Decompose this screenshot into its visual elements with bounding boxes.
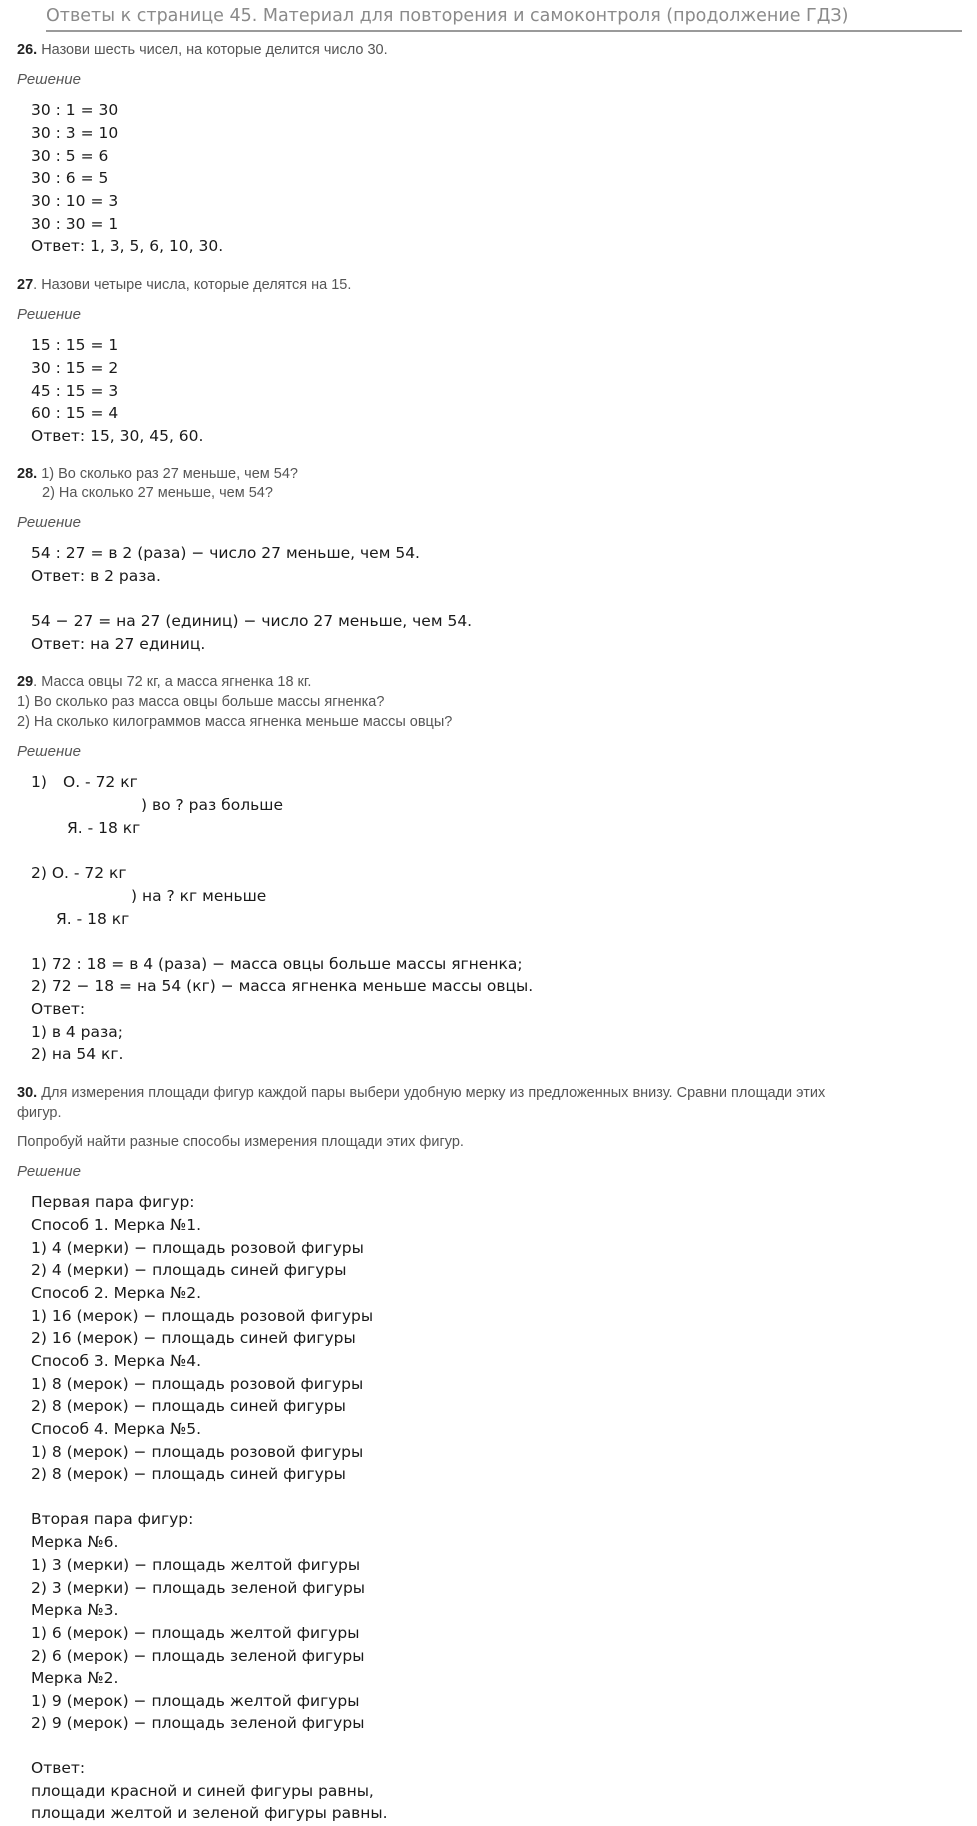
task-question [17, 466, 298, 482]
answer-line: Ответ: [31, 1000, 86, 1018]
answer-line: 1) 6 (мерок) − площадь желтой фигуры [31, 1624, 360, 1642]
answer-line: Первая пара фигур: [31, 1193, 195, 1211]
answer-line: 54 − 27 = на 27 (единиц) − число 27 меньше, чем 54. [31, 612, 473, 630]
answer-line: 1) 8 (мерок) − площадь розовой фигуры [31, 1443, 364, 1461]
answer-line: О. - 72 кг [63, 773, 138, 791]
answer-line: Ответ: на 27 единиц. [31, 635, 206, 653]
question-text: 1) Во сколько раз 27 меньше, чем 54? [41, 466, 298, 482]
answer-line: Способ 3. Мерка №4. [31, 1352, 202, 1370]
answer-line: 2) 4 (мерки) − площадь синей фигуры [31, 1261, 347, 1279]
answer-line: 1) 72 : 18 = в 4 (раза) − масса овцы больше массы ягненка; [31, 955, 523, 973]
answer-line: 30 : 3 = 10 [31, 124, 119, 142]
question-text: . Назови четыре числа, которые делятся на 15. [33, 277, 352, 293]
answer-line: 1) 9 (мерок) − площадь желтой фигуры [31, 1692, 360, 1710]
task-number: 29 [17, 674, 34, 690]
answer-line: 1) 8 (мерок) − площадь розовой фигуры [31, 1375, 364, 1393]
page-title: Ответы к странице 45. Материал для повторения и самоконтроля (продолжение ГДЗ) [46, 4, 962, 32]
answer-line: 2) 3 (мерки) − площадь зеленой фигуры [31, 1579, 366, 1597]
answer-line: 1) в 4 раза; [31, 1023, 123, 1041]
answer-line: 1) 3 (мерки) − площадь желтой фигуры [31, 1556, 361, 1574]
answer-line: Способ 4. Мерка №5. [31, 1420, 202, 1438]
answer-line: Ответ: [31, 1759, 86, 1777]
answer-line: Ответ: 1, 3, 5, 6, 10, 30. [31, 237, 224, 255]
answer-line: 2) 8 (мерок) − площадь синей фигуры [31, 1397, 346, 1415]
task-number: 30. [17, 1085, 38, 1101]
answer-line: 2) О. - 72 кг [31, 864, 127, 882]
answer-line: 45 : 15 = 3 [31, 382, 119, 400]
question-text: Попробуй найти разные способы измерения площади этих фигур. [17, 1134, 464, 1150]
answer-line: 1) 4 (мерки) − площадь розовой фигуры [31, 1239, 364, 1257]
solution-label: Решение [17, 514, 81, 531]
question-text: Для измерения площади фигур каждой пары выбери удобную мерку из предложенных внизу. Сравни площади этих [41, 1085, 826, 1101]
question-text: 1) Во сколько раз масса овцы больше массы ягненка? [17, 694, 385, 710]
answer-line: Мерка №2. [31, 1669, 119, 1687]
question-text: 2) На сколько килограммов масса ягненка меньше массы овцы? [17, 714, 453, 730]
question-text: Назови шесть чисел, на которые делится число 30. [41, 42, 388, 58]
answer-line: 30 : 5 = 6 [31, 147, 109, 165]
answer-line: 30 : 6 = 5 [31, 169, 109, 187]
answer-line: Ответ: в 2 раза. [31, 567, 161, 585]
question-text: 2) На сколько 27 меньше, чем 54? [42, 485, 273, 501]
answer-line: Способ 2. Мерка №2. [31, 1284, 202, 1302]
solution-label: Решение [17, 306, 81, 323]
answer-line: 15 : 15 = 1 [31, 336, 119, 354]
answer-line: 2) 8 (мерок) − площадь синей фигуры [31, 1465, 346, 1483]
answer-line: 54 : 27 = в 2 (раза) − число 27 меньше, чем 54. [31, 544, 420, 562]
answer-line: Мерка №6. [31, 1533, 119, 1551]
answer-line: 2) 16 (мерок) − площадь синей фигуры [31, 1329, 356, 1347]
answer-line: Я. - 18 кг [56, 910, 130, 928]
answer-line: Ответ: 15, 30, 45, 60. [31, 427, 204, 445]
answer-line: 1) 16 (мерок) − площадь розовой фигуры [31, 1307, 374, 1325]
answer-line: 2) 6 (мерок) − площадь зеленой фигуры [31, 1647, 365, 1665]
task-question [17, 1085, 825, 1101]
answer-line: ) во ? раз больше [141, 796, 283, 814]
answer-line: 2) на 54 кг. [31, 1045, 124, 1063]
solution-label: Решение [17, 1163, 81, 1180]
answer-line: 2) 72 − 18 = на 54 (кг) − масса ягненка меньше массы овцы. [31, 977, 534, 995]
task-number: 27 [17, 277, 34, 293]
task-question [17, 674, 311, 690]
answer-line: 2) 9 (мерок) − площадь зеленой фигуры [31, 1714, 365, 1732]
answer-line: Вторая пара фигур: [31, 1510, 194, 1528]
solution-label: Решение [17, 71, 81, 88]
question-text: фигур. [17, 1105, 62, 1121]
answer-line: 30 : 10 = 3 [31, 192, 119, 210]
answer-line: 60 : 15 = 4 [31, 404, 119, 422]
answer-line: 30 : 1 = 30 [31, 101, 119, 119]
task-number: 26. [17, 42, 38, 58]
answer-line: Способ 1. Мерка №1. [31, 1216, 202, 1234]
answer-line: ) на ? кг меньше [131, 887, 267, 905]
answer-line: 1) [31, 773, 47, 791]
task-question [17, 42, 388, 58]
question-text: . Масса овцы 72 кг, а масса ягненка 18 кг. [33, 674, 312, 690]
answer-line: площади желтой и зеленой фигуры равны. [31, 1804, 388, 1822]
answer-line: 30 : 30 = 1 [31, 215, 119, 233]
answer-line: Я. - 18 кг [67, 819, 141, 837]
answer-line: площади красной и синей фигуры равны, [31, 1782, 374, 1800]
task-question [17, 277, 351, 293]
solution-label: Решение [17, 743, 81, 760]
answer-line: Мерка №3. [31, 1601, 119, 1619]
answer-line: 30 : 15 = 2 [31, 359, 119, 377]
task-number: 28. [17, 466, 38, 482]
